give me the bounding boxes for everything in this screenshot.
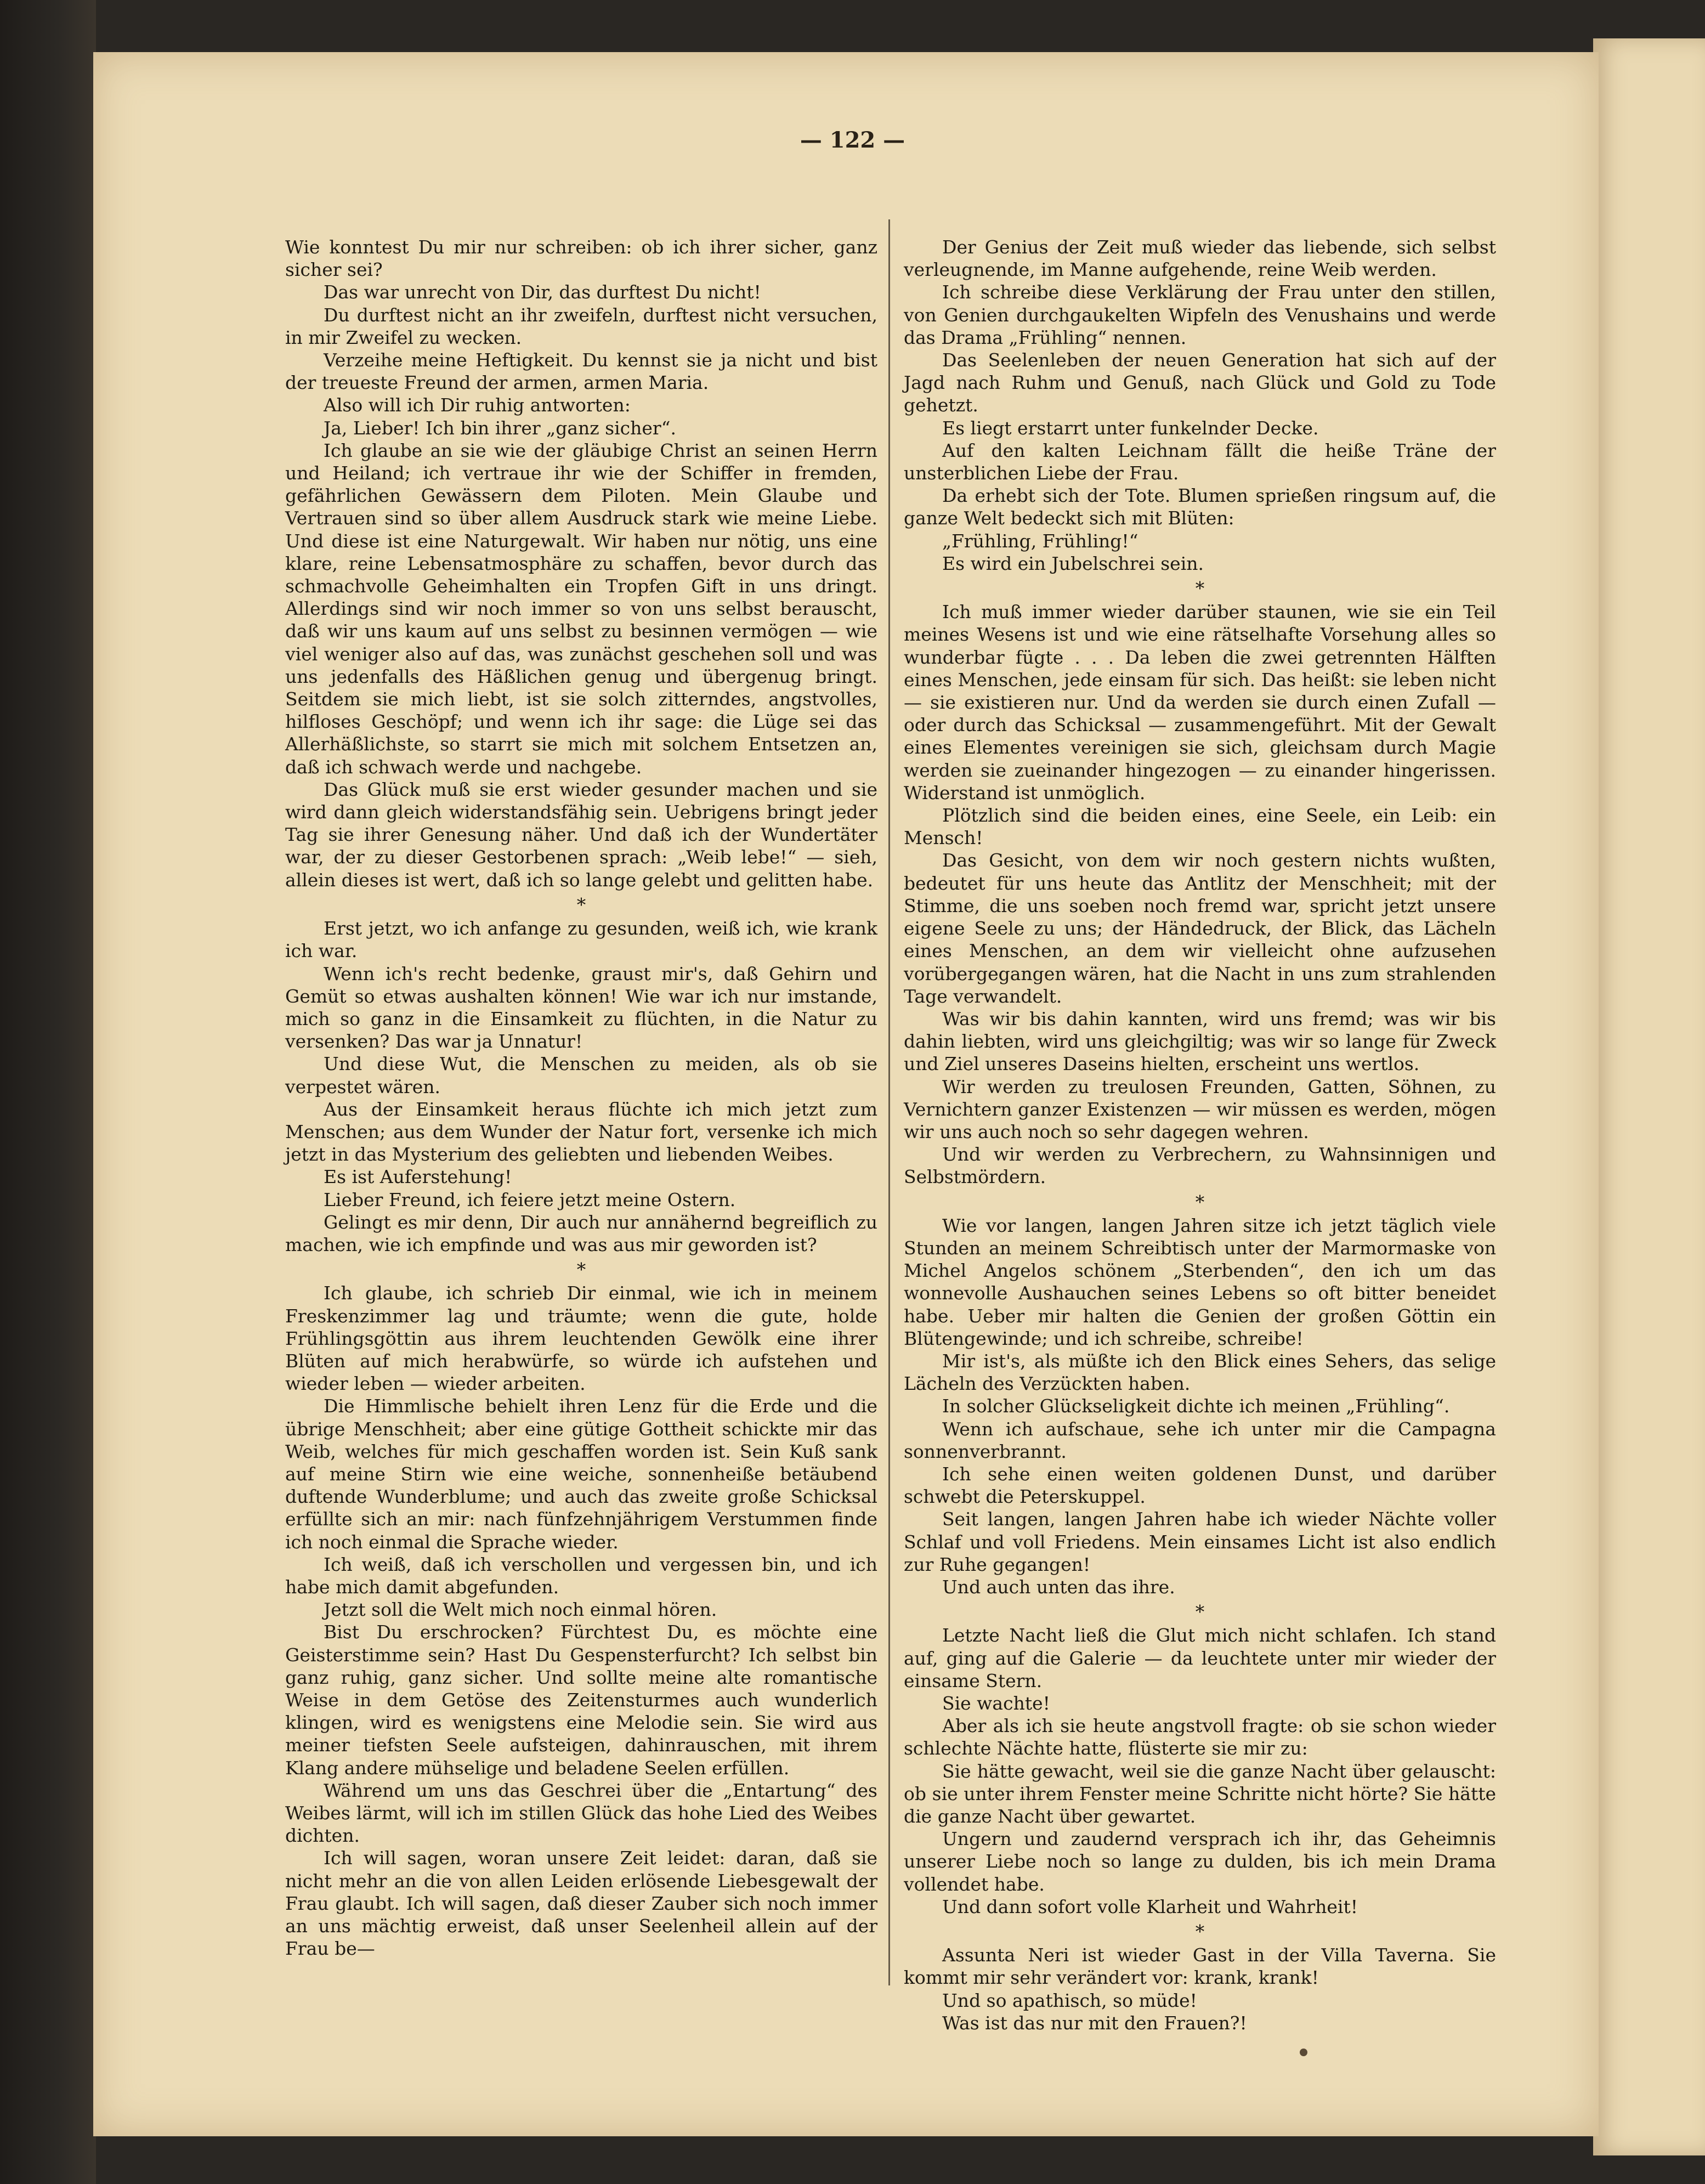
paragraph: Ich schreibe diese Verklärung der Frau unter den stillen, von Genien durchgaukelten Wipfeln des Venushains und werde das Drama „Frühling“ nennen. — [904, 281, 1496, 348]
paragraph: Was ist das nur mit den Frauen?! — [942, 2012, 1247, 2034]
paragraph: Während um uns das Geschrei über die „Entartung“ des Weibes lärmt, will ich im stillen Glück das hohe Lied des Weibes dichten. — [285, 1779, 877, 1847]
paragraph: Das Glück muß sie erst wieder gesunder machen und sie wird dann gleich widerstandsfähig sein. Uebrigens bringt jeder Tag sie ihrer Genesung näher. Und daß ich der Wundertäter war, der zu dieser Gestorbenen sprach: „Weib lebe!“ — sieh, allein dieses ist wert, daß ich so lange gelebt und gelitten habe. — [285, 778, 877, 891]
paragraph: Das Seelenleben der neuen Generation hat sich auf der Jagd nach Ruhm und Genuß, nach Glück und Gold zu Tode gehetzt. — [904, 349, 1496, 416]
paper-spot — [1300, 2049, 1307, 2056]
paragraph: Die Himmlische behielt ihren Lenz für die Erde und die übrige Menschheit; aber eine gütige Gottheit schickte mir das Weib, welches für mich geschaffen worden ist. Sein Kuß sank auf meine Stirn wie eine weiche, sonnenheiße betäubend duftende Wunderblume; und auch das zweite große Schicksal erfüllte sich an mir: nach fünfzehnjährigem Verstummen finde ich noch einmal die Sprache wieder. — [285, 1395, 877, 1553]
paragraph: Ich glaube, ich schrieb Dir einmal, wie ich in meinem Freskenzimmer lag und träumte; wenn die gute, holde Frühlingsgöttin aus ihrem leuchtenden Gewölk eine ihrer Blüten auf mich herabwürfe, so würde ich aufstehen und wieder leben — wieder arbeiten. — [285, 1282, 877, 1395]
paragraph: Ich glaube an sie wie der gläubige Christ an seinen Herrn und Heiland; ich vertraue ihr wie der Schiffer in fremden, gefährlichen Gewässern dem Piloten. Mein Glaube und Vertrauen sind so über allem Ausdruck stark wie meine Liebe. Und diese ist eine Naturgewalt. Wir haben nur nötig, uns eine klare, reine Lebensatmosphäre zu schaffen, bevor durch das schmachvolle Geheimhalten ein Tropfen Gift in uns dringt. Allerdings sind wir noch immer so von uns selbst berauscht, daß wir uns kaum auf uns selbst zu besinnen vermögen — wie viel weniger also auf das, was zunächst geschehen soll und was uns jedenfalls des Häßlichen genug und übergenug bringt. Seitdem sie mich liebt, ist sie solch zitterndes, angstvolles, hilfloses Geschöpf; und wenn ich ihr sage: die Lüge sei das Allerhäßlichste, so starrt sie mich mit solchem Entsetzen an, daß ich schwach werde und nachgebe. — [285, 439, 877, 778]
paragraph: Und wir werden zu Verbrechern, zu Wahnsinnigen und Selbstmördern. — [904, 1144, 1496, 1188]
section-divider-star: * — [576, 1259, 586, 1281]
paragraph: Und dann sofort volle Klarheit und Wahrheit! — [942, 1896, 1358, 1917]
left-column — [285, 236, 877, 1960]
paragraph: Wenn ich's recht bedenke, graust mir's, daß Gehirn und Gemüt so etwas aushalten können! Wie war ich nur imstande, mich so ganz in die Einsamkeit zu flüchten, in die Natur zu versenken? Das war ja Unnatur! — [285, 963, 877, 1053]
paragraph: Das war unrecht von Dir, das durftest Du nicht! — [324, 281, 761, 303]
paragraph: Aus der Einsamkeit heraus flüchte ich mich jetzt zum Menschen; aus dem Wunder der Natur fort, versenke ich mich jetzt in das Mysterium des geliebten und liebenden Weibes. — [285, 1098, 877, 1165]
paragraph: Du durftest nicht an ihr zweifeln, durftest nicht versuchen, in mir Zweifel zu wecken. — [285, 304, 877, 348]
paragraph: „Frühling, Frühling!“ — [942, 530, 1138, 552]
paragraph: Lieber Freund, ich feiere jetzt meine Ostern. — [324, 1189, 736, 1210]
paragraph: Gelingt es mir denn, Dir auch nur annähernd begreiflich zu machen, wie ich empfinde und was aus mir geworden ist? — [285, 1211, 877, 1255]
paragraph: Und diese Wut, die Menschen zu meiden, als ob sie verpestet wären. — [285, 1053, 877, 1097]
paragraph: Also will ich Dir ruhig antworten: — [324, 394, 631, 416]
paragraph: Mir ist's, als müßte ich den Blick eines Sehers, das selige Lächeln des Verzückten haben. — [904, 1350, 1496, 1395]
right-column — [904, 236, 1496, 2034]
paragraph: Ich will sagen, woran unsere Zeit leidet: daran, daß sie nicht mehr an die von allen Leiden erlösende Liebesgewalt der Frau glaubt. Ich will sagen, daß dieser Zauber sich noch immer an uns mächtig erweist, daß unser Seelenheil allein auf der Frau be— — [285, 1847, 877, 1960]
paragraph: Wenn ich aufschaue, sehe ich unter mir die Campagna sonnenverbrannt. — [904, 1418, 1496, 1462]
paragraph: Und so apathisch, so müde! — [942, 1989, 1197, 2011]
paragraph: Auf den kalten Leichnam fällt die heiße Träne der unsterblichen Liebe der Frau. — [904, 439, 1496, 484]
paragraph: In solcher Glückseligkeit dichte ich meinen „Frühling“. — [942, 1395, 1450, 1417]
paragraph: Bist Du erschrocken? Fürchtest Du, es möchte eine Geisterstimme sein? Hast Du Gespensterfurcht? Ich selbst bin ganz ruhig, ganz sicher. Und sollte meine alte romantische Weise in dem Getöse des Zeitensturmes auch wunderlich klingen, wird es wenigstens eine Melodie sein. Sie wird aus meiner tiefsten Seele aufsteigen, dahinrauschen, mit ihrem Klang andere mühselige und beladene Seelen erfüllen. — [285, 1621, 877, 1779]
section-divider-star: * — [1195, 1921, 1205, 1943]
paragraph: Das Gesicht, von dem wir noch gestern nichts wußten, bedeutet für uns heute das Antlitz der Menschheit; mit der Stimme, die uns soeben noch fremd war, spricht jetzt unsere eigene Seele zu uns; der Händedruck, der Blick, das Lächeln eines Menschen, an dem wir vielleicht ohne aufzusehen vorübergegangen wären, hat die Nacht in uns zum strahlenden Tage verwandelt. — [904, 850, 1496, 1007]
paragraph: Was wir bis dahin kannten, wird uns fremd; was wir bis dahin liebten, wird uns gleichgiltig; was wir so lange für Zweck und Ziel unseres Daseins hielten, erscheint uns wertlos. — [904, 1008, 1496, 1075]
paragraph: Ich weiß, daß ich verschollen und vergessen bin, und ich habe mich damit abgefunden. — [285, 1553, 877, 1598]
paragraph: Seit langen, langen Jahren habe ich wieder Nächte voller Schlaf und voll Friedens. Mein einsames Licht ist also endlich zur Ruhe gegangen! — [904, 1508, 1496, 1575]
paragraph: Jetzt soll die Welt mich noch einmal hören. — [324, 1599, 717, 1621]
paragraph: Es ist Auferstehung! — [324, 1166, 512, 1188]
paragraph: Plötzlich sind die beiden eines, eine Seele, ein Leib: ein Mensch! — [904, 805, 1496, 849]
paragraph: Und auch unten das ihre. — [942, 1576, 1175, 1598]
paragraph: Sie hätte gewacht, weil sie die ganze Nacht über gelauscht: ob sie unter ihrem Fenster meine Schritte nicht hörte? Sie hätte die ganze Nacht über gewartet. — [904, 1760, 1496, 1827]
paragraph: Assunta Neri ist wieder Gast in der Villa Taverna. Sie kommt mir sehr verändert vor: krank, krank! — [904, 1944, 1496, 1989]
paragraph: Ich sehe einen weiten goldenen Dunst, und darüber schwebt die Peterskuppel. — [904, 1463, 1496, 1508]
paragraph: Erst jetzt, wo ich anfange zu gesunden, weiß ich, wie krank ich war. — [285, 918, 877, 962]
paragraph: Da erhebt sich der Tote. Blumen sprießen ringsum auf, die ganze Welt bedeckt sich mit Blüten: — [904, 485, 1496, 529]
paragraph: Wir werden zu treulosen Freunden, Gatten, Söhnen, zu Vernichtern ganzer Existenzen — wir müssen es werden, mögen wir uns auch noch so sehr dagegen wehren. — [904, 1076, 1496, 1142]
paragraph: Es wird ein Jubelschrei sein. — [942, 552, 1204, 574]
section-divider-star: * — [1195, 578, 1205, 599]
paragraph: Wie vor langen, langen Jahren sitze ich jetzt täglich viele Stunden an meinem Schreibtisch unter der Marmormaske von Michel Angelos schönem „Sterbenden“, den ich um das wonnevolle Aushauchen seines Lebens so oft bitter beneidet habe. Ueber mir halten die Genien der großen Göttin ein Blütengewinde; und ich schreibe, schreibe! — [904, 1214, 1496, 1349]
paragraph: Verzeihe meine Heftigkeit. Du kennst sie ja nicht und bist der treueste Freund der armen, armen Maria. — [285, 349, 877, 394]
facing-page-edge — [1593, 38, 1705, 2155]
paragraph: Aber als ich sie heute angstvoll fragte: ob sie schon wieder schlechte Nächte hatte, flüsterte sie mir zu: — [904, 1715, 1496, 1759]
section-divider-star: * — [1195, 1601, 1205, 1623]
paragraph: Letzte Nacht ließ die Glut mich nicht schlafen. Ich stand auf, ging auf die Galerie — da leuchtete unter mir wieder der einsame Stern. — [904, 1625, 1496, 1691]
paragraph: Ja, Lieber! Ich bin ihrer „ganz sicher“. — [324, 417, 677, 439]
scan-left-margin — [0, 0, 96, 2184]
paragraph: Sie wachte! — [942, 1693, 1050, 1714]
section-divider-star: * — [576, 893, 586, 915]
column-divider — [888, 219, 890, 1985]
paragraph: Es liegt erstarrt unter funkelnder Decke. — [942, 417, 1319, 439]
paragraph: Ungern und zaudernd versprach ich ihr, das Geheimnis unserer Liebe noch so lange zu dulden, bis ich mein Drama vollendet habe. — [904, 1828, 1496, 1895]
paragraph: Ich muß immer wieder darüber staunen, wie sie ein Teil meines Wesens ist und wie eine rätselhafte Vorsehung alles so wunderbar fügte . . . Da leben die zwei getrennten Hälften eines Menschen, jede einsam für sich. Das heißt: sie leben nicht — sie existieren nur. Und da werden sie durch einen Zufall — oder durch das Schicksal — zusammengeführt. Mit der Gewalt eines Elementes vereinigen sie sich, gleichsam durch Magie werden sie zueinander hingezogen — zu einander hingerissen. Widerstand ist unmöglich. — [904, 601, 1496, 804]
page-number: — 122 — — [800, 127, 905, 153]
section-divider-star: * — [1195, 1191, 1205, 1213]
paragraph: Der Genius der Zeit muß wieder das liebende, sich selbst verleugnende, im Manne aufgehende, reine Weib werden. — [904, 236, 1496, 281]
paragraph: Wie konntest Du mir nur schreiben: ob ich ihrer sicher, ganz sicher sei? — [285, 236, 877, 281]
